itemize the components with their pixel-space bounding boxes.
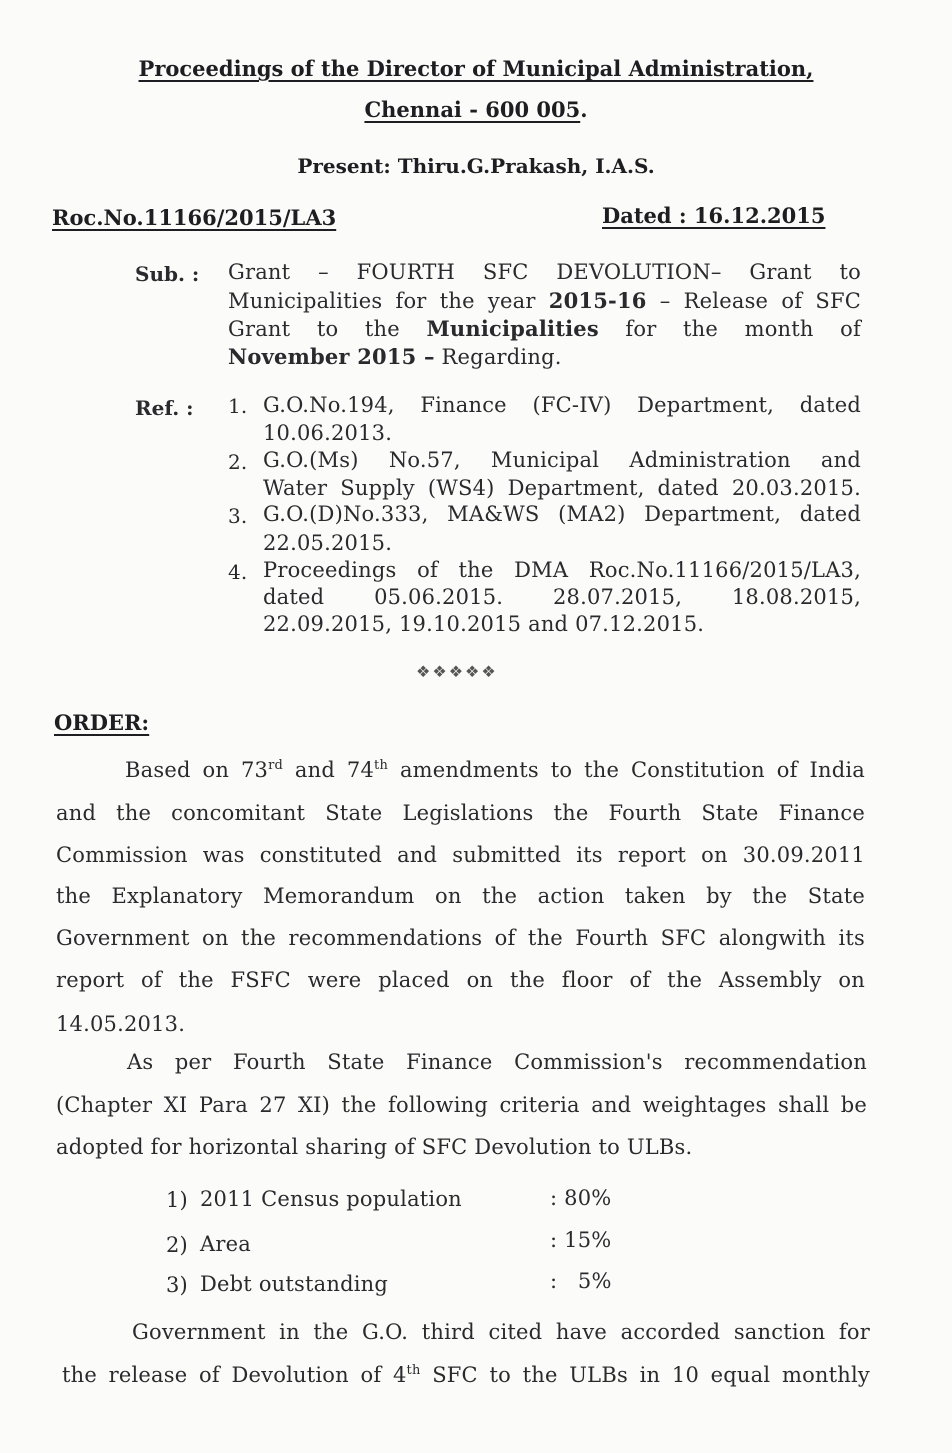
paragraph-line: report of the FSFC were placed on the floor of the Assembly on [56, 968, 865, 992]
order-date: Dated : 16.12.2015 [602, 203, 826, 228]
reference-number: 1. [228, 394, 248, 418]
subject-label: Sub. : [135, 262, 200, 286]
criteria-label: 2011 Census population [200, 1187, 462, 1211]
reference-item: dated 05.06.2015. 28.07.2015, 18.08.2015, [263, 585, 861, 609]
criteria-number: 3) [166, 1273, 188, 1297]
paragraph-line: and the concomitant State Legislations the Fourth State Finance [56, 801, 865, 825]
roc-number: Roc.No.11166/2015/LA3 [52, 205, 337, 230]
subject-line: Grant – FOURTH SFC DEVOLUTION– Grant to [228, 260, 861, 284]
present-officer: Present: Thiru.G.Prakash, I.A.S. [297, 154, 655, 178]
paragraph-line: As per Fourth State Finance Commission's recommendation [127, 1050, 867, 1074]
reference-item: 22.05.2015. [263, 531, 393, 555]
paragraph-line: 14.05.2013. [56, 1012, 186, 1036]
paragraph-line: the Explanatory Memorandum on the action taken by the State [56, 884, 865, 908]
paragraph-line: the release of Devolution of 4th SFC to the ULBs in 10 equal monthly [62, 1363, 870, 1387]
reference-number: 3. [228, 504, 248, 528]
criteria-number: 2) [166, 1233, 188, 1257]
reference-item: Water Supply (WS4) Department, dated 20.03.2015. [263, 476, 861, 500]
reference-item: 22.09.2015, 19.10.2015 and 07.12.2015. [263, 612, 705, 636]
criteria-label: Debt outstanding [200, 1272, 389, 1296]
paragraph-line: Commission was constituted and submitted its report on 30.09.2011 [56, 843, 865, 867]
paragraph-line: Government in the G.O. third cited have accorded sanction for [132, 1320, 870, 1344]
office-location: Chennai - 600 005. [364, 97, 588, 122]
order-heading: ORDER: [54, 710, 150, 735]
criteria-label: Area [200, 1232, 251, 1256]
criteria-number: 1) [166, 1188, 188, 1212]
subject-line: November 2015 – Regarding. [228, 344, 562, 369]
reference-label: Ref. : [135, 396, 194, 420]
office-title: Proceedings of the Director of Municipal Administration, [138, 56, 814, 81]
reference-item: G.O.(Ms) No.57, Municipal Administration and [263, 448, 861, 472]
criteria-value: : 15% [550, 1228, 612, 1252]
reference-number: 2. [228, 450, 248, 474]
reference-number: 4. [228, 560, 248, 584]
paragraph-line: Government on the recommendations of the Fourth SFC alongwith its [56, 926, 865, 950]
paragraph-line: adopted for horizontal sharing of SFC Devolution to ULBs. [56, 1135, 693, 1159]
reference-item: G.O.No.194, Finance (FC-IV) Department, dated [263, 393, 861, 417]
criteria-value: : 5% [550, 1269, 612, 1293]
subject-line: Grant to the Municipalities for the month of [228, 316, 861, 341]
section-separator: ❖❖❖❖❖ [416, 662, 498, 681]
subject-line: Municipalities for the year 2015-16 – Release of SFC [228, 288, 862, 313]
reference-item: 10.06.2013. [263, 421, 393, 445]
paragraph-line: (Chapter XI Para 27 XI) the following criteria and weightages shall be [56, 1093, 867, 1117]
criteria-value: : 80% [550, 1186, 612, 1210]
reference-item: Proceedings of the DMA Roc.No.11166/2015/LA3, [263, 558, 861, 582]
paragraph-line: Based on 73rd and 74th amendments to the Constitution of India [125, 758, 865, 782]
reference-item: G.O.(D)No.333, MA&WS (MA2) Department, dated [263, 502, 861, 526]
